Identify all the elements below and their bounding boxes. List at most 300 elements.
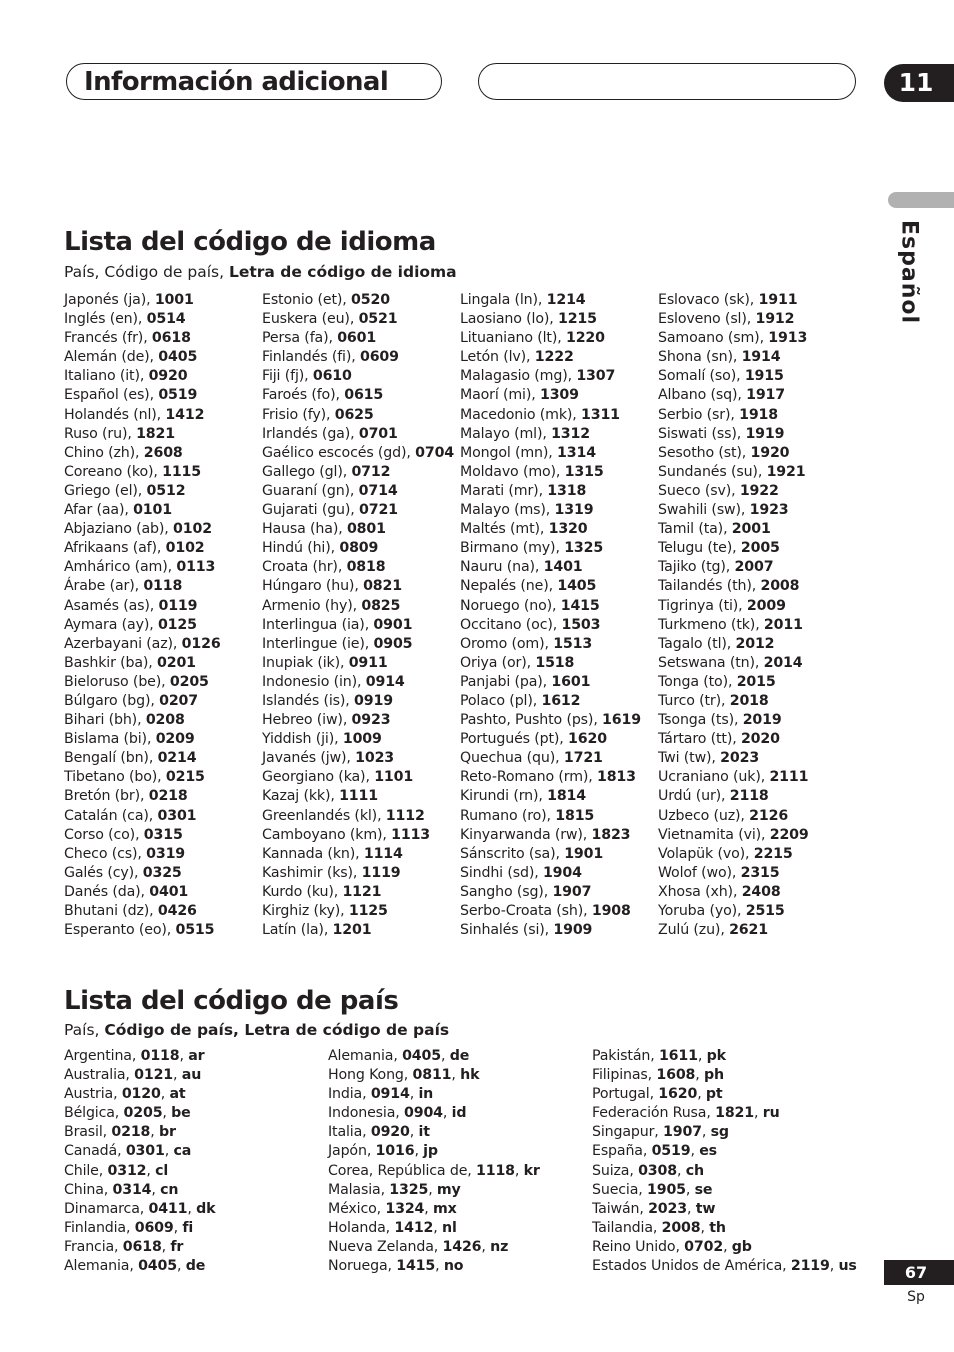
- language-code: 2408: [741, 883, 781, 900]
- language-name: Tigrinya (ti): [658, 597, 739, 614]
- language-name: Moldavo (mo): [460, 463, 556, 480]
- language-entry: Inglés (en), 0514: [64, 311, 186, 328]
- language-name: Árabe (ar): [64, 578, 135, 595]
- language-entry: Fiji (fj), 0610: [262, 368, 352, 385]
- country-letter-code: id: [451, 1105, 467, 1122]
- country-column-1: [64, 1047, 215, 1276]
- language-name: Tsonga (ts): [658, 712, 734, 729]
- country-entry: Estados Unidos de América, 2119, us: [592, 1258, 857, 1275]
- language-code: 1915: [744, 368, 784, 385]
- language-code: 0215: [165, 769, 205, 786]
- country-entry: Taiwán, 2023, tw: [592, 1200, 716, 1217]
- language-name: Irlandés (ga): [262, 425, 351, 442]
- language-name: Lingala (ln): [460, 292, 538, 308]
- language-name: Twi (tw): [658, 750, 712, 767]
- country-name: Tailandia: [592, 1219, 653, 1236]
- country-entry: Alemania, 0405, de: [64, 1258, 206, 1275]
- language-entry: Tamil (ta), 2001: [658, 521, 771, 538]
- language-code: 2019: [742, 712, 782, 729]
- language-entry: Bhutani (dz), 0426: [64, 903, 197, 919]
- country-list-title: Lista del código de país: [64, 986, 399, 1016]
- language-name: Rumano (ro): [460, 807, 547, 824]
- language-entry: Turco (tr), 2018: [658, 692, 769, 709]
- country-subtitle-bold: Código de país, Letra de código de país: [104, 1021, 450, 1039]
- language-entry: Gujarati (gu), 0721: [262, 502, 398, 519]
- country-subtitle-plain: País,: [64, 1021, 105, 1039]
- language-name: Alemán (de): [64, 349, 150, 366]
- language-entry: Bretón (br), 0218: [64, 788, 188, 805]
- language-name: Bashkir (ba): [64, 654, 149, 671]
- country-letter-code: gb: [731, 1238, 752, 1255]
- language-code: 1901: [564, 845, 604, 862]
- language-name: Setswana (tn): [658, 654, 755, 671]
- country-letter-code: it: [418, 1124, 430, 1141]
- country-entry: Filipinas, 1608, ph: [592, 1067, 724, 1084]
- language-code: 2009: [746, 597, 786, 614]
- language-entry: Búlgaro (bg), 0207: [64, 692, 198, 709]
- country-letter-code: kr: [523, 1162, 540, 1179]
- language-entry: Azerbayani (az), 0126: [64, 635, 221, 652]
- language-code: 1111: [339, 788, 378, 805]
- language-entry: Setswana (tn), 2014: [658, 654, 803, 671]
- country-letter-code: be: [171, 1105, 191, 1122]
- language-name: Kirghiz (ky): [262, 903, 341, 919]
- language-name: Sindhi (sd): [460, 864, 535, 881]
- language-entry: Gallego (gl), 0712: [262, 463, 391, 480]
- language-name: Shona (sn): [658, 349, 733, 366]
- country-code: 2119: [790, 1258, 830, 1275]
- language-name: Húngaro (hu): [262, 578, 355, 595]
- language-code: 0315: [143, 826, 183, 843]
- country-entry: Canadá, 0301, ca: [64, 1143, 192, 1160]
- language-name: Bieloruso (be): [64, 673, 162, 690]
- country-code: 0308: [638, 1162, 677, 1179]
- language-name: Siswati (ss): [658, 425, 737, 442]
- language-entry: Twi (tw), 2023: [658, 750, 760, 767]
- language-name: Vietnamita (vi): [658, 826, 761, 843]
- language-entry: Croata (hr), 0818: [262, 559, 386, 576]
- country-name: Singapur: [592, 1124, 655, 1141]
- language-entry: Bihari (bh), 0208: [64, 712, 185, 729]
- language-name: Japonés (ja): [64, 292, 147, 308]
- language-name: Wolof (wo): [658, 864, 732, 881]
- language-code: 2020: [740, 731, 780, 748]
- country-name: Indonesia: [328, 1105, 396, 1122]
- language-name: Laosiano (lo): [460, 311, 550, 328]
- language-entry: Macedonio (mk), 1311: [460, 406, 620, 423]
- language-name: Somalí (so): [658, 368, 737, 385]
- country-name: Alemania: [64, 1258, 130, 1275]
- language-entry: Tagalo (tl), 2012: [658, 635, 775, 652]
- language-entry: Islandés (is), 0919: [262, 692, 393, 709]
- country-letter-code: dk: [196, 1200, 216, 1217]
- language-entry: Yoruba (yo), 2515: [658, 903, 785, 919]
- language-code: 1309: [539, 387, 579, 404]
- country-code: 1620: [658, 1086, 698, 1103]
- country-code: 1118: [476, 1162, 515, 1179]
- language-entry: Malayo (ms), 1319: [460, 502, 594, 519]
- language-entry: Tigrinya (ti), 2009: [658, 597, 786, 614]
- language-code: 2018: [729, 692, 769, 709]
- language-entry: Hindú (hi), 0809: [262, 540, 379, 557]
- language-name: Latín (la): [262, 922, 324, 939]
- country-entry: Australia, 0121, au: [64, 1067, 202, 1084]
- country-code: 1325: [389, 1181, 429, 1198]
- language-name: Urdú (ur): [658, 788, 722, 805]
- language-code: 1908: [591, 903, 631, 919]
- language-entry: Tsonga (ts), 2019: [658, 712, 782, 729]
- language-entry: Sundanés (su), 1921: [658, 463, 806, 480]
- language-name: Finlandés (fi): [262, 349, 352, 366]
- language-name: Quechua (qu): [460, 750, 556, 767]
- language-name: Bhutani (dz): [64, 903, 150, 919]
- language-entry: Hebreo (iw), 0923: [262, 712, 391, 729]
- language-code: 2023: [720, 750, 760, 767]
- language-entry: Persa (fa), 0601: [262, 330, 377, 347]
- language-name: Reto-Romano (rm): [460, 769, 589, 786]
- language-code: 0519: [158, 387, 198, 404]
- language-code: 1114: [363, 845, 403, 862]
- language-entry: Sánscrito (sa), 1901: [460, 845, 604, 862]
- country-letter-code: se: [694, 1181, 713, 1198]
- country-entry: Portugal, 1620, pt: [592, 1086, 723, 1103]
- language-name: Checo (cs): [64, 845, 138, 862]
- country-entry: Japón, 1016, jp: [328, 1143, 438, 1160]
- language-code: 1319: [554, 502, 594, 519]
- language-name: Macedonio (mk): [460, 406, 573, 423]
- language-entry: Holandés (nl), 1412: [64, 406, 205, 423]
- country-name: Finlandia: [64, 1219, 126, 1236]
- language-entry: Bashkir (ba), 0201: [64, 654, 196, 671]
- country-name: Filipinas: [592, 1067, 648, 1084]
- language-code: 0601: [337, 330, 377, 347]
- language-code: 1919: [745, 425, 785, 442]
- country-letter-code: fi: [182, 1219, 194, 1236]
- language-entry: Esloveno (sl), 1912: [658, 311, 795, 328]
- language-name: Serbio (sr): [658, 406, 731, 423]
- language-side-label: Español: [896, 219, 922, 325]
- language-entry: Portugués (pt), 1620: [460, 731, 607, 748]
- country-code: 0205: [123, 1105, 163, 1122]
- language-code: 0818: [346, 559, 386, 576]
- language-entry: Checo (cs), 0319: [64, 845, 186, 862]
- language-code: 1318: [547, 482, 587, 499]
- country-entry: Alemania, 0405, de: [328, 1048, 470, 1064]
- language-entry: Corso (co), 0315: [64, 826, 183, 843]
- language-name: Bislama (bi): [64, 731, 147, 748]
- country-letter-code: cl: [155, 1162, 169, 1179]
- language-entry: Yiddish (ji), 1009: [262, 731, 382, 748]
- country-code: 0218: [111, 1124, 151, 1141]
- country-name: Estados Unidos de América: [592, 1258, 783, 1275]
- country-code: 0411: [148, 1200, 188, 1217]
- language-name: Mongol (mn): [460, 444, 549, 461]
- country-code: 0405: [138, 1258, 177, 1275]
- country-name: Brasil: [64, 1124, 103, 1141]
- language-code: 2011: [763, 616, 803, 633]
- language-name: Serbo-Croata (sh): [460, 903, 584, 919]
- language-code: 0101: [133, 502, 172, 519]
- language-code: 0102: [165, 540, 205, 557]
- language-name: Hindú (hi): [262, 540, 331, 557]
- language-entry: Telugu (te), 2005: [658, 540, 780, 557]
- country-code: 0405: [402, 1048, 441, 1064]
- language-name: Occitano (oc): [460, 616, 553, 633]
- language-entry: Esperanto (eo), 0515: [64, 922, 215, 939]
- country-name: India: [328, 1086, 363, 1103]
- page-number: 67: [884, 1260, 954, 1285]
- language-name: Malayo (ml): [460, 425, 543, 442]
- language-code: 1405: [557, 578, 597, 595]
- language-code: 1619: [602, 712, 641, 729]
- language-name: Bengalí (bn): [64, 750, 149, 767]
- country-code: 1608: [656, 1067, 696, 1084]
- language-code: 0125: [157, 616, 197, 633]
- language-column-3: [460, 291, 641, 940]
- language-name: Holandés (nl): [64, 406, 157, 423]
- language-name: Letón (lv): [460, 349, 527, 366]
- country-letter-code: cn: [160, 1181, 179, 1198]
- language-code: 0919: [354, 692, 393, 709]
- language-name: Samoano (sm): [658, 330, 760, 347]
- country-name: México: [328, 1200, 377, 1217]
- language-code: 2001: [731, 521, 771, 538]
- language-code: 1909: [553, 922, 593, 939]
- country-entry: Suiza, 0308, ch: [592, 1162, 704, 1179]
- language-name: Bretón (br): [64, 788, 140, 805]
- language-entry: Kannada (kn), 1114: [262, 845, 403, 862]
- language-entry: Kurdo (ku), 1121: [262, 883, 382, 900]
- language-name: Panjabi (pa): [460, 673, 543, 690]
- language-name: Interlingue (ie): [262, 635, 365, 652]
- language-name: Afrikaans (af): [64, 540, 157, 557]
- language-entry: Oromo (om), 1513: [460, 635, 593, 652]
- country-entry: Dinamarca, 0411, dk: [64, 1200, 216, 1217]
- language-code: 1814: [547, 788, 586, 805]
- language-name: Camboyano (km): [262, 826, 383, 843]
- language-entry: Kazaj (kk), 1111: [262, 788, 378, 805]
- language-code: 0615: [344, 387, 384, 404]
- country-code: 0519: [651, 1143, 691, 1160]
- country-letter-code: jp: [423, 1143, 438, 1160]
- country-name: Italia: [328, 1124, 363, 1141]
- country-entry: Corea, República de, 1118, kr: [328, 1162, 540, 1179]
- country-name: Suiza: [592, 1162, 630, 1179]
- language-code: 1923: [749, 502, 789, 519]
- country-code: 0118: [140, 1048, 180, 1064]
- country-name: Reino Unido: [592, 1238, 676, 1255]
- language-code: 0514: [146, 311, 186, 328]
- language-code: 1918: [739, 406, 778, 423]
- language-code: 2126: [749, 807, 789, 824]
- language-code: 0319: [146, 845, 186, 862]
- country-letter-code: pt: [705, 1086, 723, 1103]
- country-code: 0301: [125, 1143, 165, 1160]
- language-entry: Nepalés (ne), 1405: [460, 578, 597, 595]
- country-name: Argentina: [64, 1048, 132, 1064]
- language-entry: Somalí (so), 1915: [658, 368, 784, 385]
- country-name: Austria: [64, 1086, 114, 1103]
- language-code: 0209: [155, 731, 195, 748]
- language-entry: Letón (lv), 1222: [460, 349, 574, 366]
- language-name: Chino (zh): [64, 444, 136, 461]
- language-entry: Coreano (ko), 1115: [64, 463, 201, 480]
- language-entry: Serbo-Croata (sh), 1908: [460, 903, 631, 919]
- country-letter-code: ru: [762, 1105, 780, 1122]
- country-code: 1611: [658, 1048, 698, 1064]
- language-entry: Chino (zh), 2608: [64, 444, 183, 461]
- language-code: 0618: [151, 330, 191, 347]
- language-code: 0920: [148, 368, 188, 385]
- country-code: 0920: [370, 1124, 410, 1141]
- language-name: Galés (cy): [64, 864, 135, 881]
- language-name: Ruso (ru): [64, 425, 128, 442]
- language-code: 1601: [551, 673, 591, 690]
- language-code: 0205: [169, 673, 209, 690]
- language-name: Aymara (ay): [64, 616, 150, 633]
- language-name: Xhosa (xh): [658, 883, 733, 900]
- language-entry: Quechua (qu), 1721: [460, 750, 603, 767]
- language-name: Pashto, Pushto (ps): [460, 712, 594, 729]
- country-entry: Noruega, 1415, no: [328, 1258, 464, 1275]
- language-code: 1009: [342, 731, 382, 748]
- language-code: 2608: [143, 444, 183, 461]
- language-code: 2118: [729, 788, 769, 805]
- language-code: 1620: [568, 731, 607, 748]
- language-entry: Marati (mr), 1318: [460, 482, 587, 499]
- language-name: Kannada (kn): [262, 845, 356, 862]
- country-letter-code: sg: [710, 1124, 729, 1141]
- country-entry: Bélgica, 0205, be: [64, 1105, 191, 1122]
- language-code: 0914: [365, 673, 405, 690]
- country-code: 1016: [375, 1143, 415, 1160]
- language-entry: Afar (aa), 0101: [64, 502, 172, 519]
- country-name: Taiwán: [592, 1200, 640, 1217]
- language-code: 1325: [564, 540, 604, 557]
- language-code: 1922: [739, 482, 779, 499]
- country-code: 0314: [112, 1181, 152, 1198]
- language-name: Sueco (sv): [658, 482, 732, 499]
- country-code: 1415: [396, 1258, 436, 1275]
- language-name: Tagalo (tl): [658, 635, 727, 652]
- language-entry: Malayo (ml), 1312: [460, 425, 590, 442]
- country-name: China: [64, 1181, 104, 1198]
- language-name: Abjaziano (ab): [64, 521, 165, 538]
- language-code: 0126: [181, 635, 221, 652]
- language-code: 0119: [158, 597, 198, 614]
- language-code: 2215: [753, 845, 793, 862]
- language-entry: Sinhalés (si), 1909: [460, 922, 593, 939]
- country-entry: Tailandia, 2008, th: [592, 1219, 726, 1236]
- language-code: 1315: [564, 463, 604, 480]
- language-entry: Italiano (it), 0920: [64, 368, 188, 385]
- language-entry: Ucraniano (uk), 2111: [658, 769, 809, 786]
- country-entry: México, 1324, mx: [328, 1200, 457, 1217]
- language-code: 1314: [557, 444, 596, 461]
- language-code: 1612: [541, 692, 581, 709]
- country-entry: Reino Unido, 0702, gb: [592, 1238, 752, 1255]
- language-name: Guaraní (gn): [262, 482, 350, 499]
- language-entry: Camboyano (km), 1113: [262, 826, 431, 843]
- country-letter-code: ar: [188, 1048, 205, 1064]
- language-code: 0214: [157, 750, 197, 767]
- language-name: Francés (fr): [64, 330, 144, 347]
- language-name: Maltés (mt): [460, 521, 540, 538]
- country-entry: Singapur, 1907, sg: [592, 1124, 729, 1141]
- language-name: Sundanés (su): [658, 463, 758, 480]
- country-letter-code: au: [181, 1067, 202, 1084]
- language-name: Maorí (mi): [460, 387, 532, 404]
- language-entry: Kirghiz (ky), 1125: [262, 903, 388, 919]
- language-entry: Zulú (zu), 2621: [658, 922, 768, 939]
- language-entry: Kirundi (rn), 1814: [460, 788, 586, 805]
- language-code: 1311: [581, 406, 620, 423]
- language-entry: Eslovaco (sk), 1911: [658, 292, 798, 308]
- language-entry: Wolof (wo), 2315: [658, 864, 780, 881]
- language-code: 1307: [576, 368, 616, 385]
- country-name: Dinamarca: [64, 1200, 140, 1217]
- language-name: Esperanto (eo): [64, 922, 167, 939]
- language-name: Uzbeco (uz): [658, 807, 741, 824]
- header-title-frame: [66, 63, 442, 100]
- language-code: 1513: [553, 635, 593, 652]
- country-name: Chile: [64, 1162, 99, 1179]
- language-code: 2012: [735, 635, 775, 652]
- header-empty-frame: [478, 63, 856, 100]
- language-name: Ucraniano (uk): [658, 769, 761, 786]
- language-entry: Abjaziano (ab), 0102: [64, 521, 212, 538]
- language-code: 1001: [154, 292, 194, 308]
- language-code: 1023: [355, 750, 395, 767]
- language-name: Croata (hr): [262, 559, 338, 576]
- country-letter-code: nl: [442, 1219, 457, 1236]
- language-code: 1222: [534, 349, 574, 366]
- language-code: 1220: [565, 330, 605, 347]
- language-name: Tonga (to): [658, 673, 728, 690]
- language-list-subtitle: [64, 262, 457, 282]
- country-letter-code: ca: [173, 1143, 192, 1160]
- language-name: Oriya (or): [460, 654, 527, 671]
- language-entry: Bislama (bi), 0209: [64, 731, 195, 748]
- language-name: Tártaro (tt): [658, 731, 733, 748]
- language-entry: Maltés (mt), 1320: [460, 521, 588, 538]
- country-letter-code: hk: [460, 1067, 480, 1084]
- page-language-code: Sp: [907, 1289, 925, 1305]
- language-name: Polaco (pl): [460, 692, 533, 709]
- country-entry: Malasia, 1325, my: [328, 1181, 461, 1198]
- language-entry: Bengalí (bn), 0214: [64, 750, 197, 767]
- language-entry: Moldavo (mo), 1315: [460, 463, 604, 480]
- language-code: 1115: [162, 463, 201, 480]
- language-code: 1320: [548, 521, 588, 538]
- language-entry: Malagasio (mg), 1307: [460, 368, 616, 385]
- language-entry: Danés (da), 0401: [64, 883, 189, 900]
- country-code: 1324: [385, 1200, 425, 1217]
- language-code: 1913: [768, 330, 808, 347]
- language-code: 0801: [346, 521, 386, 538]
- country-entry: Suecia, 1905, se: [592, 1181, 713, 1198]
- language-name: Kinyarwanda (rw): [460, 826, 583, 843]
- language-code: 1823: [591, 826, 631, 843]
- language-entry: Húngaro (hu), 0821: [262, 578, 402, 595]
- language-code: 2315: [740, 864, 780, 881]
- language-name: Hebreo (iw): [262, 712, 343, 729]
- language-code: 1215: [557, 311, 597, 328]
- language-code: 0113: [176, 559, 216, 576]
- country-name: Canadá: [64, 1143, 118, 1160]
- language-name: Marati (mr): [460, 482, 539, 499]
- language-code: 1912: [755, 311, 795, 328]
